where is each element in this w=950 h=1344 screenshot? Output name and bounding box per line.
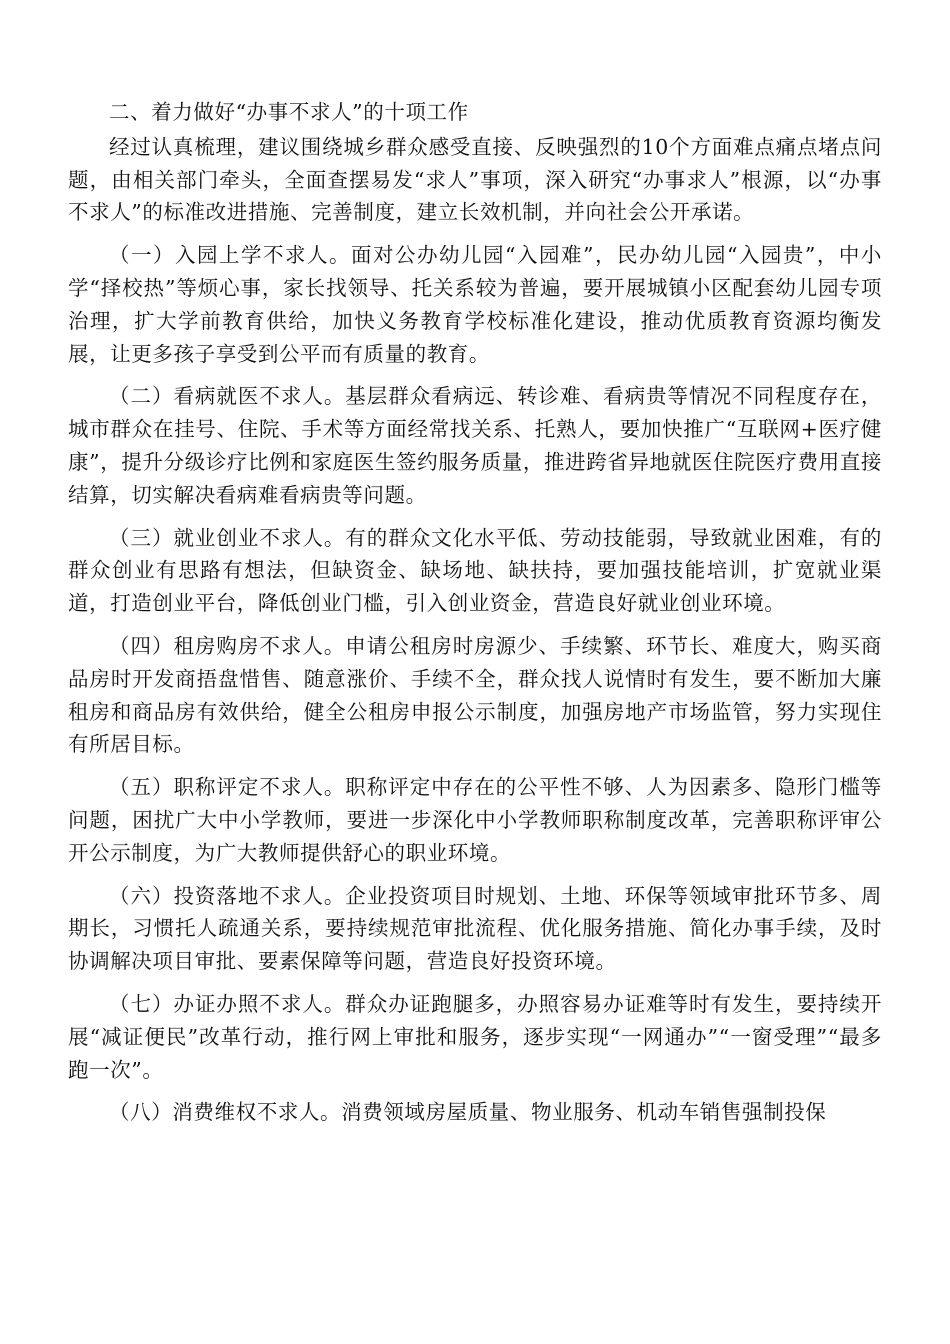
- intro-paragraph: 经过认真梳理，建议围绕城乡群众感受直接、反映强烈的10个方面难点痛点堵点问题，由相关部门牵头，全面查摆易发“求人”事项，深入研究“办事求人”根源，以“办事不求人”的标准改进措施、完善制度，建立长效机制，并向社会公开承诺。: [68, 134, 882, 225]
- item-paragraph-4: （四）租房购房不求人。申请公租房时房源少、手续繁、环节长、难度大，购买商品房时开发商捂盘惜售、随意涨价、手续不全，群众找人说情时有发生，要不断加大廉租房和商品房有效供给，健全公租房申报公示制度，加强房地产市场监管，努力实现住有所居目标。: [68, 633, 882, 757]
- item-paragraph-1: （一）入园上学不求人。面对公办幼儿园“入园难”，民办幼儿园“入园贵”，中小学“择校热”等烦心事，家长找领导、托关系较为普遍，要开展城镇小区配套幼儿园专项治理，扩大学前教育供给，加快义务教育学校标准化建设，推动优质教育资源均衡发展，让更多孩子享受到公平而有质量的教育。: [68, 243, 882, 366]
- item-paragraph-2: （二）看病就医不求人。基层群众看病远、转诊难、看病贵等情况不同程度存在，城市群众在挂号、住院、手术等方面经常找关系、托熟人，要加快推广“互联网+医疗健康”，提升分级诊疗比例和家庭医生签约服务质量，推进跨省异地就医住院医疗费用直接结算，切实解决看病难看病贵等问题。: [68, 384, 882, 507]
- item-paragraph-3: （三）就业创业不求人。有的群众文化水平低、劳动技能弱，导致就业困难，有的群众创业有思路有想法，但缺资金、缺场地、缺扶持，要加强技能培训，扩宽就业渠道，打造创业平台，降低创业门槛，引入创业资金，营造良好就业创业环境。: [68, 525, 882, 616]
- section-heading: 二、着力做好“办事不求人”的十项工作: [109, 100, 469, 124]
- item-paragraph-6: （六）投资落地不求人。企业投资项目时规划、土地、环保等领域审批环节多、周期长，习惯托人疏通关系，要持续规范审批流程、优化服务措施、简化办事手续，及时协调解决项目审批、要素保障等问题，营造良好投资环境。: [68, 883, 882, 974]
- item-paragraph-8: （八）消费维权不求人。消费领域房屋质量、物业服务、机动车销售强制投保: [109, 1100, 827, 1125]
- item-paragraph-5: （五）职称评定不求人。职称评定中存在的公平性不够、人为因素多、隐形门槛等问题，困扰广大中小学教师，要进一步深化中小学教师职称制度改革，完善职称评审公开公示制度，为广大教师提供舒心的职业环境。: [68, 775, 882, 865]
- item-paragraph-7: （七）办证办照不求人。群众办证跑腿多，办照容易办证难等时有发生，要持续开展“减证便民”改革行动，推行网上审批和服务，逐步实现“一网通办”“一窗受理”“最多跑一次”。: [68, 991, 882, 1082]
